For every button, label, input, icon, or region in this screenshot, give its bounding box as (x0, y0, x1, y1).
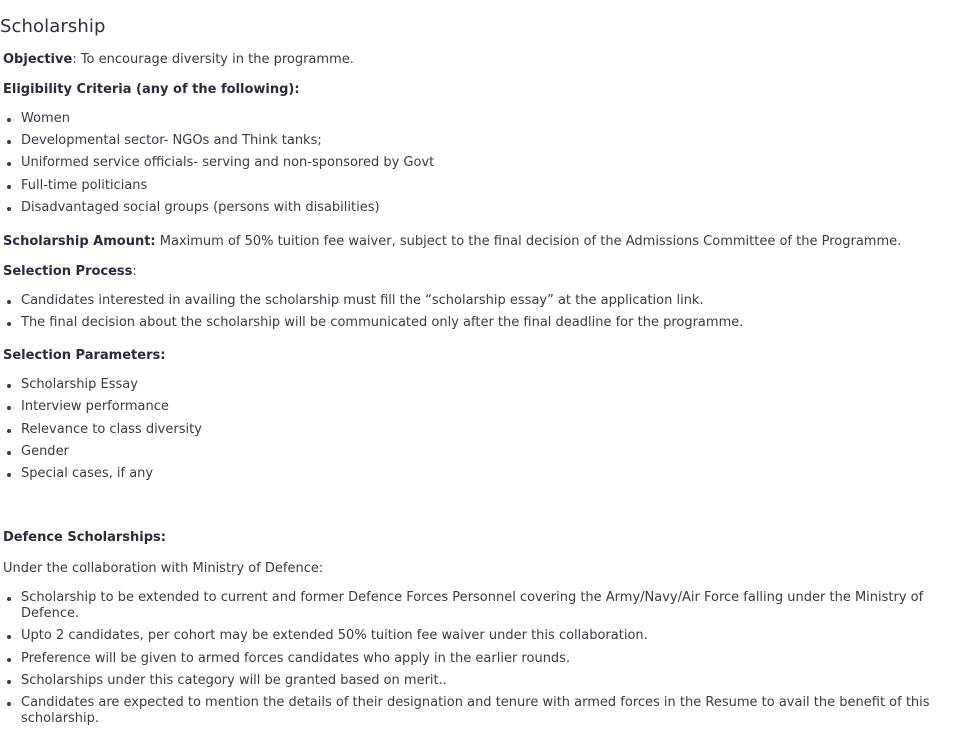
eligibility-item-uniformed: Uniformed service officials- serving and non-sponsored by Govt (3, 155, 963, 178)
eligibility-item-developmental: Developmental sector- NGOs and Think tanks; (3, 133, 963, 155)
selection-parameters-list (3, 377, 963, 482)
selection-process-list (3, 293, 963, 331)
selection-process-item-decision: The final decision about the scholarship will be communicated only after the final deadline for the programme. (3, 315, 963, 331)
parameter-item-diversity: Relevance to class diversity (3, 422, 963, 444)
objective-paragraph (3, 52, 963, 68)
selection-process-label: Selection Process (3, 264, 133, 279)
defence-item-candidates: Upto 2 candidates, per cohort may be extended 50% tuition fee waiver under this collaboration. (3, 628, 963, 651)
scholarship-content (3, 52, 963, 727)
selection-process-item-essay: Candidates interested in availing the scholarship must fill the “scholarship essay” at the application link. (3, 293, 963, 315)
parameter-item-essay: Scholarship Essay (3, 377, 963, 399)
amount-paragraph (3, 234, 963, 250)
defence-item-extension: Scholarship to be extended to current and former Defence Forces Personnel covering the Army/Navy/Air Force falling under the Ministry of Defence. (3, 590, 963, 628)
eligibility-item-politicians: Full-time politicians (3, 178, 963, 200)
defence-list (3, 590, 963, 727)
parameter-item-gender: Gender (3, 444, 963, 466)
selection-process-heading (3, 264, 963, 280)
defence-heading: Defence Scholarships: (3, 530, 166, 545)
eligibility-item-women: Women (3, 111, 963, 133)
defence-item-resume: Candidates are expected to mention the details of their designation and tenure with armed forces in the Resume to avail the benefit of this scholarship. (3, 695, 963, 727)
defence-intro: Under the collaboration with Ministry of Defence: (3, 561, 324, 576)
objective-text: : To encourage diversity in the programme. (72, 52, 354, 67)
amount-label: Scholarship Amount: (3, 234, 156, 249)
page-title: Scholarship (0, 16, 106, 38)
selection-process-suffix: : (132, 264, 137, 279)
parameter-item-special: Special cases, if any (3, 466, 963, 482)
eligibility-item-disadvantaged: Disadvantaged social groups (persons with disabilities) (3, 200, 963, 216)
objective-label: Objective (3, 52, 73, 67)
amount-text: Maximum of 50% tuition fee waiver, subject to the final decision of the Admissions Committee of the Programme. (155, 234, 902, 249)
defence-item-merit: Scholarships under this category will be granted based on merit.. (3, 673, 963, 695)
eligibility-heading: Eligibility Criteria (any of the following): (3, 82, 300, 97)
defence-item-preference: Preference will be given to armed forces candidates who apply in the earlier rounds. (3, 651, 963, 673)
selection-parameters-heading: Selection Parameters: (3, 348, 166, 363)
parameter-item-interview: Interview performance (3, 399, 963, 422)
eligibility-list (3, 111, 963, 216)
